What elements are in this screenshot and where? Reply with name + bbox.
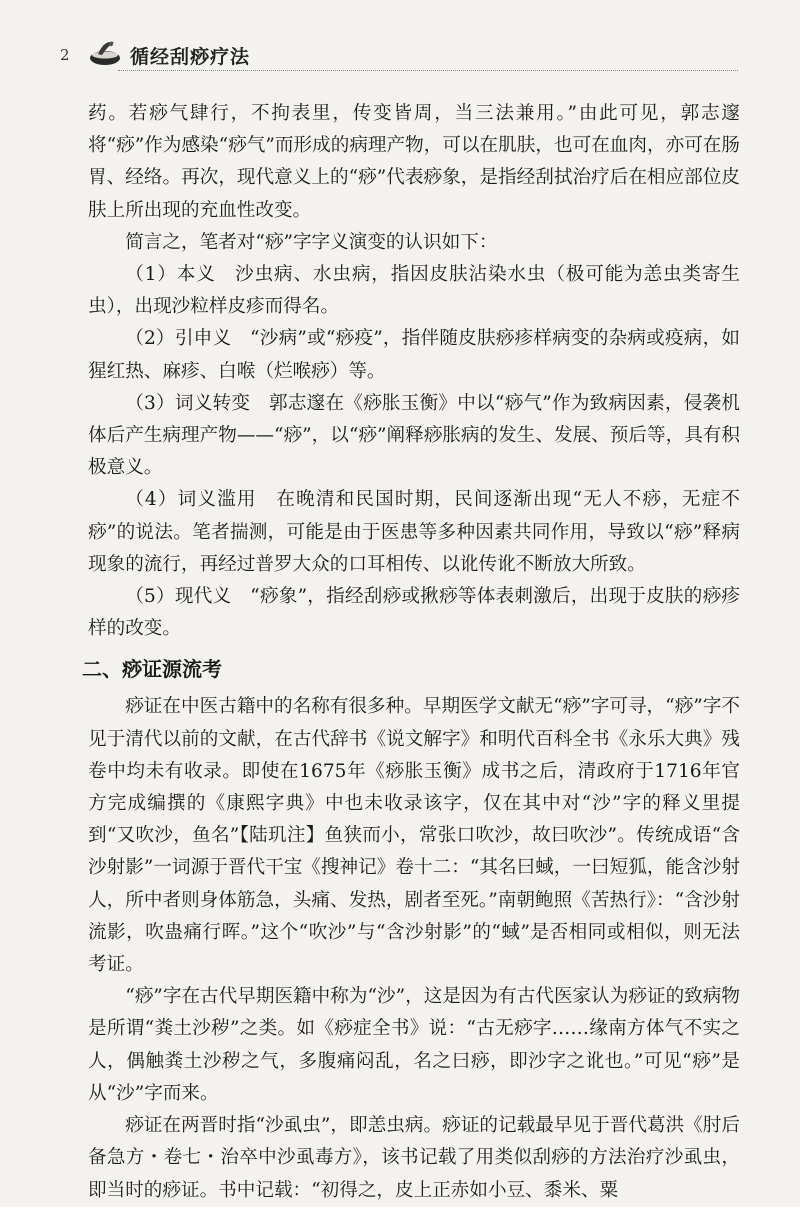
page-number: 2 bbox=[60, 46, 70, 64]
page-body bbox=[82, 98, 740, 1207]
paragraph-names-in-classics: 痧证在中医古籍中的名称有很多种。早期医学文献无“痧”字可寻，“痧”字不见于清代以前的文献，在古代辞书《说文解字》和明代百科全书《永乐大典》残卷中均未有收录。即使在1675年《痧胀玉衡》成书之后，清政府于1716年官方完成编撰的《康熙字典》中也未收录该字，仅在其中对“沙”字的释义里提到“又吹沙，鱼名”【陆玑注】鱼狭而小，常张口吹沙，故曰吹沙”。传统成语“含沙射影”一词源于晋代干宝《搜神记》卷十二：“其名曰蜮，一曰短狐，能含沙射人，所中者则身体筋急，头痛、发热，剧者至死。”南朝鲍照《苦热行》：“含沙射流影，吹蛊痛行晖。”这个“吹沙”与“含沙射影”的“蜮”是否相同或相似，则无法考证。 bbox=[88, 696, 740, 976]
paragraph-jin-dynasty: 痧证在两晋时指“沙虱虫”，即恙虫病。痧证的记载最早见于晋代葛洪《肘后备急方・卷七・治卒中沙虱毒方》，该书记载了用类似刮痧的方法治疗沙虱虫，即当时的痧证。书中记载：“初得之，皮上正赤如小豆、黍米、粟 bbox=[88, 1115, 740, 1201]
mortar-bowl-icon bbox=[88, 38, 122, 68]
paragraph-sha-origin: “痧”字在古代早期医籍中称为“沙”，这是因为有古代医家认为痧证的致病物是所谓“粪土沙秽”之类。如《痧症全书》说：“古无痧字……缘南方体气不实之人，偶触粪土沙秽之气，多腹痛闷乱，名之曰痧，即沙字之讹也。”可见“痧”是从“沙”字而来。 bbox=[88, 986, 740, 1104]
list-item-extended-meaning: （2）引申义 “沙病”或“痧疫”，指伴随皮肤痧疹样病变的杂病或疫病，如猩红热、麻疹、白喉（烂喉痧）等。 bbox=[88, 328, 740, 382]
paragraph-summary-intro: 简言之，笔者对“痧”字字义演变的认识如下： bbox=[125, 231, 498, 253]
list-item-meaning-abuse: （4）词义滥用 在晚清和民国时期，民间逐渐出现“无人不痧，无症不痧”的说法。笔者揣测，可能是由于医患等多种因素共同作用，导致以“痧”释病现象的流行，再经过普罗大众的口耳相传、以讹传讹不断放大所致。 bbox=[88, 489, 740, 575]
book-title: 循经刮痧疗法 bbox=[130, 46, 251, 68]
list-item-meaning-shift: （3）词义转变 郭志邃在《痧胀玉衡》中以“痧气”作为致病因素，侵袭机体后产生病理产物——“痧”，以“痧”阐释痧胀病的发生、发展、预后等，具有积极意义。 bbox=[88, 392, 740, 479]
list-item-original-meaning: （1）本义 沙虫病、水虫病，指因皮肤沾染水虫（极可能为恙虫类寄生虫），出现沙粒样皮疹而得名。 bbox=[88, 264, 740, 318]
paragraph-continued: 药。若痧气肆行，不拘表里，传变皆周，当三法兼用。”由此可见，郭志邃将“痧”作为感染“痧气”而形成的病理产物，可以在肌肤，也可在血肉，亦可在肠胃、经络。再次，现代意义上的“痧”代表痧象，是指经刮拭治疗后在相应部位皮肤上所出现的充血性改变。 bbox=[88, 103, 740, 221]
header-divider bbox=[118, 70, 738, 71]
page-header bbox=[0, 0, 800, 80]
section-heading: 二、痧证源流考 bbox=[82, 657, 222, 682]
list-item-modern-meaning: （5）现代义 “痧象”，指经刮痧或揪痧等体表刺激后，出现于皮肤的痧疹样的改变。 bbox=[88, 586, 740, 640]
